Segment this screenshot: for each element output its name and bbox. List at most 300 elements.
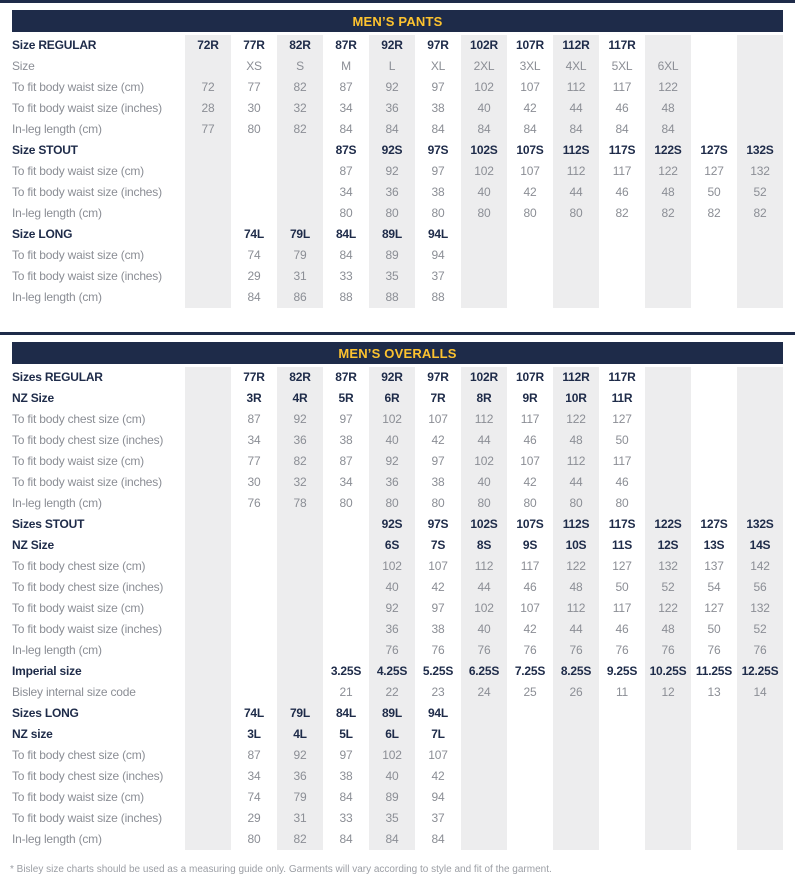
- size-cell: [507, 766, 553, 787]
- size-cell: 3XL: [519, 59, 541, 73]
- row-label: In-leg length (cm): [12, 206, 102, 220]
- size-cell: [691, 829, 737, 850]
- size-cell: 84: [339, 122, 353, 136]
- row-label: To fit body waist size (cm): [12, 164, 144, 178]
- size-cell: 84: [339, 790, 353, 804]
- pants-table-header: [12, 10, 783, 32]
- size-cell: [231, 140, 277, 161]
- size-cell: 9.25S: [606, 664, 638, 678]
- size-cell: 94: [431, 790, 445, 804]
- size-cell: 11: [615, 685, 629, 699]
- size-cell: [277, 640, 323, 661]
- size-cell: 8R: [461, 388, 507, 409]
- size-cell: [691, 245, 737, 266]
- size-cell: 132: [737, 161, 783, 182]
- size-cell: [507, 245, 553, 266]
- row-label: Size STOUT: [12, 143, 78, 157]
- size-cell: 29: [247, 811, 261, 825]
- size-cell: 12S: [645, 535, 691, 556]
- size-cell: [277, 203, 323, 224]
- size-cell: 107: [428, 748, 448, 762]
- row-label: NZ size: [12, 727, 53, 741]
- overalls-size-chart: [0, 332, 795, 850]
- size-cell: 122: [645, 161, 691, 182]
- size-cell: 72: [185, 77, 231, 98]
- size-cell: 32: [277, 472, 323, 493]
- size-cell: 84: [431, 832, 445, 846]
- size-cell: 77: [247, 454, 261, 468]
- size-cell: 10.25S: [645, 661, 691, 682]
- row-label: To fit body chest size (cm): [12, 559, 146, 573]
- size-cell: 112S: [553, 140, 599, 161]
- size-cell: [323, 598, 369, 619]
- size-cell: [185, 745, 231, 766]
- size-cell: 84: [461, 119, 507, 140]
- size-cell: 80: [247, 832, 261, 846]
- table-row: [0, 367, 783, 388]
- size-cell: 77: [247, 80, 261, 94]
- top-divider: [0, 0, 795, 3]
- size-cell: [507, 808, 553, 829]
- size-cell: 42: [431, 580, 445, 594]
- size-cell: 80: [523, 496, 537, 510]
- size-cell: 89: [369, 245, 415, 266]
- table-row: [0, 266, 783, 287]
- size-cell: [737, 430, 783, 451]
- size-cell: [185, 724, 231, 745]
- size-cell: 52: [737, 619, 783, 640]
- size-cell: [645, 766, 691, 787]
- size-cell: [691, 266, 737, 287]
- size-cell: 87R: [335, 370, 357, 384]
- size-cell: 6S: [369, 535, 415, 556]
- size-cell: [185, 472, 231, 493]
- size-cell: 34: [247, 433, 261, 447]
- size-cell: 6L: [369, 724, 415, 745]
- size-cell: 79: [277, 787, 323, 808]
- size-cell: 34: [247, 769, 261, 783]
- size-cell: 112: [461, 556, 507, 577]
- size-cell: 132S: [737, 140, 783, 161]
- size-cell: 107: [520, 454, 540, 468]
- row-label: Size LONG: [12, 227, 73, 241]
- size-cell: [645, 224, 691, 245]
- row-label: In-leg length (cm): [12, 290, 102, 304]
- table-row: [0, 409, 783, 430]
- size-cell: 54: [707, 580, 721, 594]
- row-label: NZ Size: [12, 538, 54, 552]
- size-cell: 137: [704, 559, 724, 573]
- size-cell: 10R: [553, 388, 599, 409]
- size-cell: 107R: [516, 38, 544, 52]
- disclaimer-footnote: * Bisley size charts should be used as a measuring guide only. Garments will vary according to style and fit of the garment.: [10, 864, 552, 875]
- table-row: [0, 472, 783, 493]
- size-cell: [323, 640, 369, 661]
- row-label: To fit body waist size (cm): [12, 454, 144, 468]
- size-cell: 14: [737, 682, 783, 703]
- size-cell: 74: [247, 790, 261, 804]
- size-cell: [185, 430, 231, 451]
- size-cell: 38: [431, 622, 445, 636]
- size-cell: 84: [369, 829, 415, 850]
- size-cell: 92: [369, 451, 415, 472]
- size-cell: [323, 577, 369, 598]
- size-cell: [599, 745, 645, 766]
- size-cell: 82: [277, 451, 323, 472]
- size-cell: 84: [553, 119, 599, 140]
- size-cell: 122S: [645, 140, 691, 161]
- size-cell: 84: [431, 122, 445, 136]
- size-cell: 74: [247, 248, 261, 262]
- size-cell: [691, 388, 737, 409]
- size-cell: [507, 829, 553, 850]
- size-cell: 117: [612, 164, 632, 178]
- size-cell: 87: [339, 454, 353, 468]
- size-cell: 122: [553, 409, 599, 430]
- size-cell: [553, 703, 599, 724]
- size-cell: 46: [615, 475, 629, 489]
- size-cell: [461, 245, 507, 266]
- size-cell: [461, 266, 507, 287]
- size-cell: 40: [369, 430, 415, 451]
- size-cell: 84: [339, 832, 353, 846]
- size-cell: [231, 556, 277, 577]
- size-cell: 40: [461, 98, 507, 119]
- size-cell: [277, 535, 323, 556]
- size-cell: [737, 266, 783, 287]
- size-cell: [231, 640, 277, 661]
- size-cell: 77R: [243, 370, 265, 384]
- size-cell: [737, 409, 783, 430]
- size-cell: 107: [520, 164, 540, 178]
- size-cell: [185, 619, 231, 640]
- row-label: Size REGULAR: [12, 38, 97, 52]
- size-cell: [645, 409, 691, 430]
- size-cell: [691, 703, 737, 724]
- size-cell: 117: [612, 454, 632, 468]
- size-cell: 28: [185, 98, 231, 119]
- size-cell: 33: [339, 269, 353, 283]
- size-cell: 80: [431, 496, 445, 510]
- size-cell: 11.25S: [695, 664, 733, 678]
- size-cell: 5L: [339, 727, 353, 741]
- size-cell: 94L: [427, 227, 449, 241]
- size-cell: [185, 682, 231, 703]
- size-cell: 32: [277, 98, 323, 119]
- size-cell: 35: [369, 808, 415, 829]
- size-cell: [231, 661, 277, 682]
- size-cell: 11S: [611, 538, 633, 552]
- size-cell: 52: [737, 182, 783, 203]
- top-divider: [0, 332, 795, 335]
- size-cell: [185, 535, 231, 556]
- size-cell: 9R: [522, 391, 538, 405]
- size-cell: [691, 493, 737, 514]
- size-cell: [737, 35, 783, 56]
- size-cell: 112R: [553, 35, 599, 56]
- size-cell: 92: [277, 409, 323, 430]
- size-cell: 87: [339, 80, 353, 94]
- size-cell: [507, 787, 553, 808]
- size-cell: [691, 224, 737, 245]
- size-cell: 127: [612, 412, 632, 426]
- size-cell: 7.25S: [514, 664, 546, 678]
- table-row: [0, 724, 783, 745]
- size-cell: 82: [277, 77, 323, 98]
- size-cell: [185, 245, 231, 266]
- size-cell: 107: [520, 601, 540, 615]
- size-cell: 80: [553, 493, 599, 514]
- size-cell: 88: [369, 287, 415, 308]
- size-cell: [323, 619, 369, 640]
- size-cell: 89L: [369, 224, 415, 245]
- size-cell: 82: [277, 119, 323, 140]
- row-label: To fit body waist size (cm): [12, 601, 144, 615]
- row-label: In-leg length (cm): [12, 496, 102, 510]
- size-cell: 38: [431, 475, 445, 489]
- size-cell: 6.25S: [461, 661, 507, 682]
- size-cell: 76: [737, 640, 783, 661]
- size-cell: [553, 745, 599, 766]
- size-cell: [691, 451, 737, 472]
- size-cell: [461, 808, 507, 829]
- size-cell: [185, 577, 231, 598]
- size-cell: [323, 556, 369, 577]
- size-cell: [507, 266, 553, 287]
- size-cell: 117S: [608, 517, 636, 531]
- row-label: Sizes LONG: [12, 706, 79, 720]
- size-cell: 97: [339, 412, 353, 426]
- size-cell: 38: [339, 769, 353, 783]
- table-row: [0, 203, 783, 224]
- size-cell: 112: [461, 409, 507, 430]
- size-cell: 84: [645, 119, 691, 140]
- size-cell: 42: [523, 475, 537, 489]
- size-cell: [185, 161, 231, 182]
- size-cell: 76: [645, 640, 691, 661]
- size-cell: [645, 451, 691, 472]
- table-row: [0, 535, 783, 556]
- size-cell: 92: [369, 77, 415, 98]
- size-cell: [599, 224, 645, 245]
- size-cell: 117: [612, 601, 632, 615]
- size-cell: 82R: [277, 35, 323, 56]
- table-row: [0, 661, 783, 682]
- row-label: To fit body waist size (inches): [12, 101, 162, 115]
- size-cell: 92: [369, 161, 415, 182]
- table-row: [0, 703, 783, 724]
- row-label: In-leg length (cm): [12, 122, 102, 136]
- size-cell: 97: [431, 601, 445, 615]
- size-cell: 4XL: [553, 56, 599, 77]
- size-cell: [185, 829, 231, 850]
- size-cell: 13S: [703, 538, 725, 552]
- size-cell: [277, 619, 323, 640]
- table-row: [0, 430, 783, 451]
- size-cell: [185, 451, 231, 472]
- size-cell: 117R: [608, 370, 636, 384]
- size-cell: [185, 287, 231, 308]
- size-cell: [691, 472, 737, 493]
- size-cell: 52: [645, 577, 691, 598]
- size-cell: 102S: [461, 140, 507, 161]
- size-cell: 107: [520, 80, 540, 94]
- size-cell: 102: [369, 409, 415, 430]
- pants-size-chart: [0, 0, 795, 308]
- size-cell: 74L: [243, 706, 265, 720]
- size-cell: 84: [369, 119, 415, 140]
- size-cell: 102: [369, 556, 415, 577]
- size-cell: 80: [369, 493, 415, 514]
- size-cell: 112: [553, 598, 599, 619]
- size-cell: 92S: [369, 514, 415, 535]
- size-cell: 80: [369, 203, 415, 224]
- size-cell: [691, 409, 737, 430]
- size-cell: 44: [553, 619, 599, 640]
- size-cell: [599, 266, 645, 287]
- size-cell: 36: [369, 98, 415, 119]
- size-cell: 38: [431, 185, 445, 199]
- table-row: [0, 287, 783, 308]
- size-cell: 82: [277, 829, 323, 850]
- table-row: [0, 514, 783, 535]
- pants-table-body: [0, 35, 783, 308]
- size-cell: 48: [645, 182, 691, 203]
- size-cell: [231, 182, 277, 203]
- row-label: NZ Size: [12, 391, 54, 405]
- table-row: [0, 556, 783, 577]
- size-cell: 127: [704, 164, 724, 178]
- size-cell: [691, 367, 737, 388]
- size-cell: 34: [339, 101, 353, 115]
- size-cell: [185, 182, 231, 203]
- size-cell: [599, 787, 645, 808]
- size-cell: 79L: [277, 224, 323, 245]
- size-cell: 8.25S: [553, 661, 599, 682]
- size-cell: 42: [523, 622, 537, 636]
- size-cell: [185, 224, 231, 245]
- size-cell: 80: [615, 496, 629, 510]
- row-label: To fit body chest size (inches): [12, 580, 164, 594]
- size-cell: 34: [339, 185, 353, 199]
- table-row: [0, 829, 783, 850]
- size-cell: 76: [615, 643, 629, 657]
- size-cell: 117S: [608, 143, 636, 157]
- size-cell: 88: [339, 290, 353, 304]
- size-cell: 42: [431, 433, 445, 447]
- size-cell: [737, 119, 783, 140]
- size-cell: 31: [277, 808, 323, 829]
- size-cell: 117: [520, 412, 540, 426]
- size-cell: 8S: [461, 535, 507, 556]
- size-cell: 26: [553, 682, 599, 703]
- size-cell: 31: [277, 266, 323, 287]
- size-cell: 10S: [553, 535, 599, 556]
- table-row: [0, 224, 783, 245]
- row-label: Sizes REGULAR: [12, 370, 103, 384]
- size-cell: 2XL: [461, 56, 507, 77]
- size-cell: 132S: [737, 514, 783, 535]
- size-cell: [553, 724, 599, 745]
- size-cell: [645, 703, 691, 724]
- size-cell: [645, 829, 691, 850]
- row-label: Size: [12, 59, 35, 73]
- table-row: [0, 98, 783, 119]
- size-cell: [553, 829, 599, 850]
- size-cell: 82: [737, 203, 783, 224]
- size-cell: 42: [431, 769, 445, 783]
- size-cell: [553, 287, 599, 308]
- size-cell: [277, 556, 323, 577]
- size-cell: 97: [431, 164, 445, 178]
- size-cell: 76: [523, 643, 537, 657]
- size-cell: 94L: [427, 706, 449, 720]
- size-cell: 132: [737, 598, 783, 619]
- size-cell: 127S: [700, 143, 728, 157]
- size-cell: 127: [612, 559, 632, 573]
- size-cell: 102: [461, 77, 507, 98]
- size-cell: 102R: [461, 35, 507, 56]
- size-cell: [691, 77, 737, 98]
- size-cell: [645, 472, 691, 493]
- size-cell: [231, 598, 277, 619]
- table-row: [0, 808, 783, 829]
- table-row: [0, 35, 783, 56]
- size-cell: [645, 388, 691, 409]
- size-cell: [277, 577, 323, 598]
- size-cell: 77R: [243, 38, 265, 52]
- table-row: [0, 682, 783, 703]
- size-cell: 14S: [737, 535, 783, 556]
- size-cell: 23: [431, 685, 445, 699]
- size-cell: [461, 224, 507, 245]
- size-cell: 44: [461, 577, 507, 598]
- table-row: [0, 619, 783, 640]
- size-cell: 97R: [427, 38, 449, 52]
- size-cell: [277, 140, 323, 161]
- size-cell: [599, 808, 645, 829]
- table-row: [0, 598, 783, 619]
- size-cell: 80: [523, 206, 537, 220]
- size-cell: 79L: [277, 703, 323, 724]
- size-cell: [277, 182, 323, 203]
- size-cell: 102: [461, 161, 507, 182]
- size-cell: 92: [369, 598, 415, 619]
- size-cell: 80: [461, 203, 507, 224]
- size-cell: 84: [615, 122, 629, 136]
- size-cell: [737, 77, 783, 98]
- size-cell: 82R: [277, 367, 323, 388]
- size-cell: 102S: [461, 514, 507, 535]
- size-cell: 6R: [369, 388, 415, 409]
- size-cell: [461, 724, 507, 745]
- size-cell: [185, 409, 231, 430]
- size-cell: XL: [430, 59, 446, 73]
- size-cell: [645, 367, 691, 388]
- size-cell: 7L: [431, 727, 445, 741]
- row-label: In-leg length (cm): [12, 832, 102, 846]
- size-cell: 89L: [369, 703, 415, 724]
- size-cell: 79: [277, 245, 323, 266]
- size-cell: 92R: [369, 367, 415, 388]
- size-cell: [691, 430, 737, 451]
- size-cell: 50: [707, 185, 721, 199]
- size-cell: 50: [615, 580, 629, 594]
- size-cell: 36: [369, 182, 415, 203]
- size-cell: 86: [277, 287, 323, 308]
- size-cell: [737, 808, 783, 829]
- size-cell: 44: [461, 430, 507, 451]
